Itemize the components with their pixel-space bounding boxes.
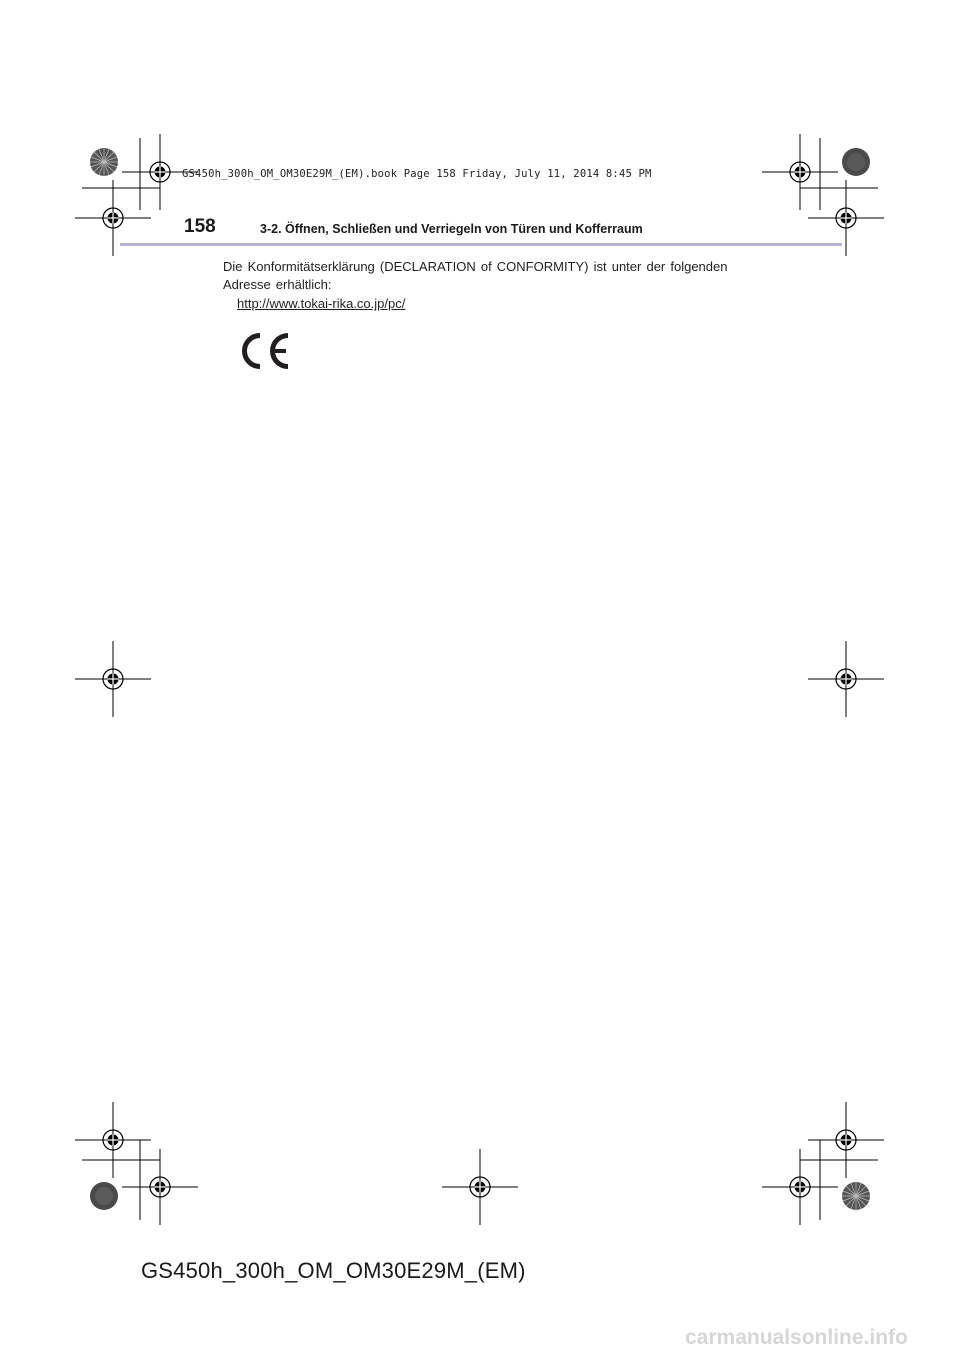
print-stamp: GS450h_300h_OM_OM30E29M_(EM).book Page 158 Friday, July 11, 2014 8:45 PM xyxy=(182,168,652,180)
ce-mark-icon xyxy=(238,332,292,370)
header-divider xyxy=(120,243,842,246)
page-number: 158 xyxy=(184,216,216,237)
site-watermark: carmanualsonline.info xyxy=(685,1326,908,1349)
body-paragraph: Die Konformitätserklärung (DECLARATION of CONFORMITY) ist unter der folgenden Adresse erhältlich: xyxy=(223,259,728,292)
section-title: 3-2. Öffnen, Schließen und Verriegeln von Türen und Kofferraum xyxy=(260,222,643,236)
footer-manual-code: GS450h_300h_OM_OM30E29M_(EM) xyxy=(141,1258,526,1283)
conformity-link[interactable]: http://www.tokai-rika.co.jp/pc/ xyxy=(237,296,406,311)
